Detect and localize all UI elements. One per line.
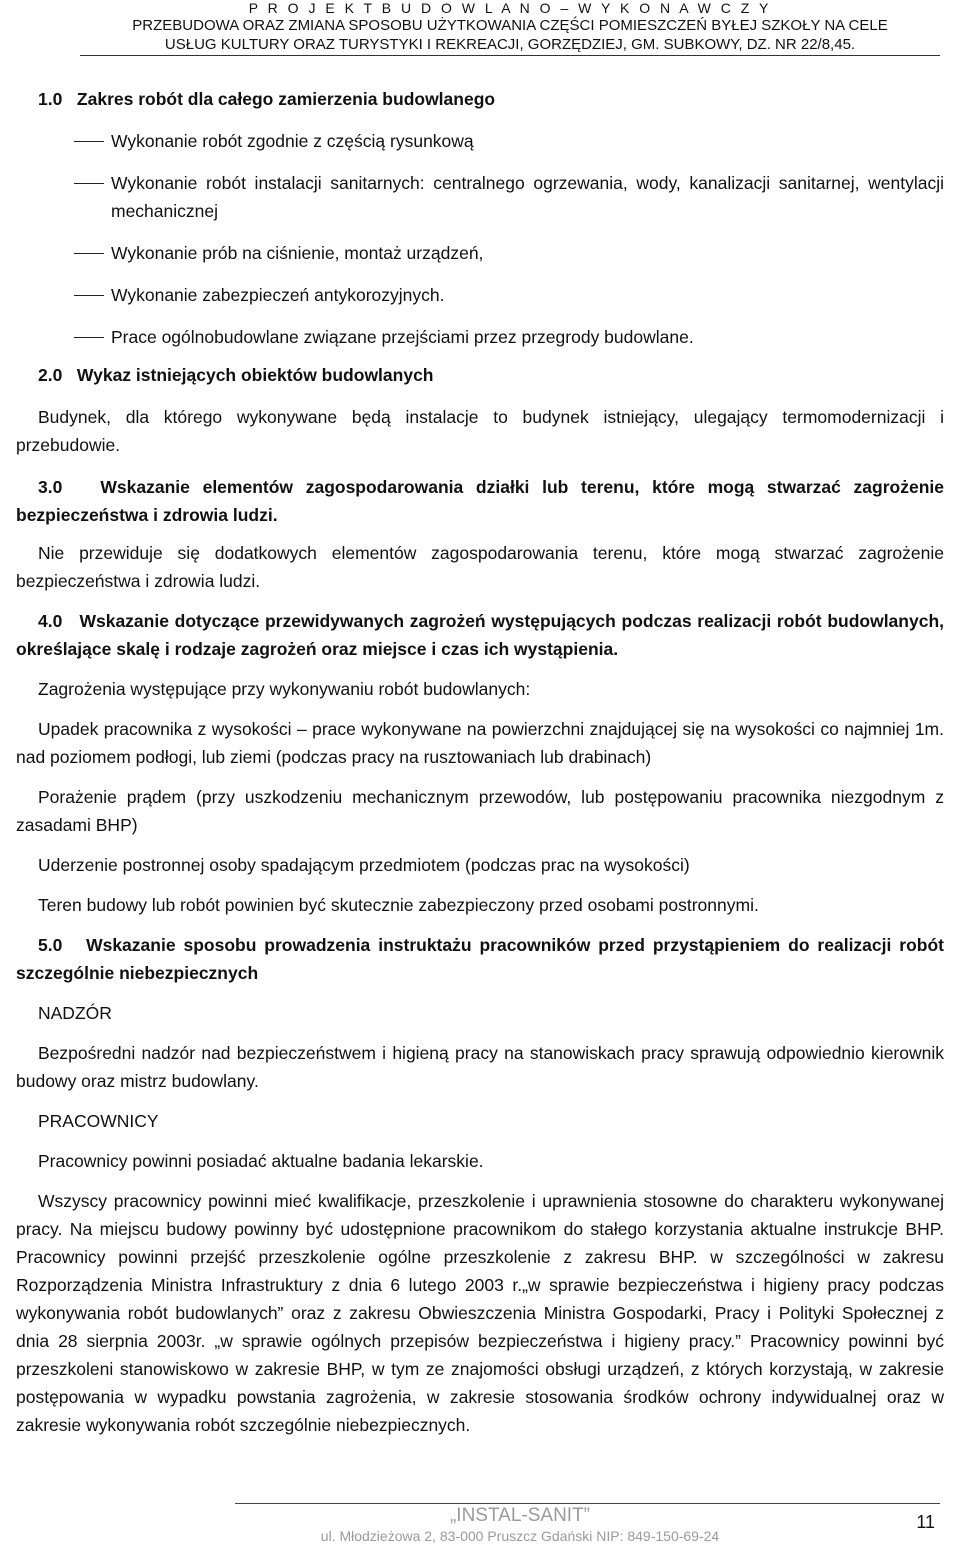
list-item (16, 281, 944, 309)
section-number: 4.0 (38, 611, 63, 631)
site-security-note: Teren budowy lub robót powinien być skutecznie zabezpieczony przed osobami postronnymi. (38, 895, 759, 915)
subheading-pracownicy: PRACOWNICY (38, 1111, 159, 1131)
dash-bullet-icon (74, 295, 104, 296)
list-item-text: Wykonanie zabezpieczeń antykorozyjnych. (111, 285, 445, 305)
footer-divider (235, 1503, 940, 1504)
hazard-fall: Upadek pracownika z wysokości – prace wykonywane na powierzchni znajdującej się na wysokości co najmniej 1m. nad poziomem podłogi, lub ziemi (podczas pracy na rusztowaniach lub drabinach) (16, 719, 944, 767)
hazard-falling-object: Uderzenie postronnej osoby spadającym przedmiotem (podczas prac na wysokości) (38, 855, 690, 875)
list-item-text: Wykonanie prób na ciśnienie, montaż urządzeń, (111, 243, 484, 263)
document-body (16, 85, 944, 1439)
section-title: Wykaz istniejących obiektów budowlanych (76, 365, 434, 385)
list-item-text: Wykonanie robót instalacji sanitarnych: centralnego ogrzewania, wody, kanalizacji sanitarnej, wentylacji mechanicznej (111, 173, 944, 221)
section-number: 1.0 (38, 89, 63, 109)
section-number: 2.0 (38, 365, 63, 385)
header-title-line1: PRZEBUDOWA ORAZ ZMIANA SPOSOBU UŻYTKOWANIA CZĘŚCI POMIESZCZEŃ BYŁEJ SZKOŁY NA CELE (132, 17, 888, 34)
list-item-text: Wykonanie robót zgodnie z częścią rysunkową (111, 131, 474, 151)
header-title-line2: USŁUG KULTURY ORAZ TURYSTYKI I REKREACJI, GORZĘDZIEJ, GM. SUBKOWY, DZ. NR 22/8,45. (164, 36, 856, 53)
section-1-heading (16, 85, 944, 113)
list-item (16, 127, 944, 155)
dash-bullet-icon (74, 141, 104, 142)
section-title: Wskazanie elementów zagospodarowania działki lub terenu, które mogą stwarzać zagrożenie bezpieczeństwa i zdrowia ludzi. (16, 477, 944, 525)
page-footer (240, 1505, 800, 1545)
section-title: Zakres robót dla całego zamierzenia budowlanego (76, 89, 496, 109)
section-number: 5.0 (38, 935, 63, 955)
section-title: Wskazanie dotyczące przewidywanych zagrożeń występujących podczas realizacji robót budowlanych, określające skalę i rodzaje zagrożeń oraz miejsce i czas ich wystąpienia. (16, 611, 945, 659)
section-3-heading (16, 473, 944, 529)
list-item-text: Prace ogólnobudowlane związane przejściami przez przegrody budowlane. (111, 327, 694, 347)
list-item (16, 169, 944, 225)
supervision-paragraph: Bezpośredni nadzór nad bezpieczeństwem i higieną pracy na stanowiskach pracy sprawują odpowiednio kierownik budowy oraz mistrz budowlany. (16, 1043, 944, 1091)
dash-bullet-icon (74, 253, 104, 254)
dash-bullet-icon (74, 183, 104, 184)
project-label: P R O J E K T B U D O W L A N O – W Y K O N A W C Z Y (248, 0, 772, 16)
section-4-intro: Zagrożenia występujące przy wykonywaniu robót budowlanych: (38, 679, 531, 699)
section-title: Wskazanie sposobu prowadzenia instruktażu pracowników przed przystąpieniem do realizacji robót szczególnie niebezpiecznych (16, 935, 944, 983)
dash-bullet-icon (74, 337, 104, 338)
section-number: 3.0 (38, 477, 63, 497)
section-4-heading (16, 607, 944, 663)
section-3-paragraph: Nie przewiduje się dodatkowych elementów zagospodarowania terenu, które mogą stwarzać zagrożenie bezpieczeństwa i zdrowia ludzi. (16, 543, 944, 591)
footer-company: „INSTAL-SANIT” (449, 1505, 591, 1526)
medical-exams-paragraph: Pracownicy powinni posiadać aktualne badania lekarskie. (38, 1151, 484, 1171)
subheading-nadzor: NADZÓR (38, 1003, 112, 1023)
section-2-heading (16, 361, 944, 389)
footer-address: ul. Młodzieżowa 2, 83-000 Pruszcz Gdański NIP: 849-150-69-24 (320, 1528, 720, 1544)
list-item (16, 239, 944, 267)
page-number: 11 (916, 1512, 935, 1532)
section-2-paragraph: Budynek, dla którego wykonywane będą instalacje to budynek istniejący, ulegający termomodernizacji i przebudowie. (16, 407, 944, 455)
page-header (90, 0, 930, 54)
header-divider (80, 55, 940, 56)
section-5-heading (16, 931, 944, 987)
training-paragraph: Wszyscy pracownicy powinni mieć kwalifikacje, przeszkolenie i uprawnienia stosowne do charakteru wykonywanej pracy. Na miejscu budowy powinny być udostępnione pracownikom do stałego korzystania aktualne instrukcje BHP. Pracownicy powinni przejść przeszkolenie ogólne przeszkolenie z zakresu BHP. w szczególności w zakresu Rozporządzenia Ministra Infrastruktury z dnia 6 lutego 2003 r.„w sprawie bezpieczeństwa i higieny pracy podczas wykonywania robót budowlanych” oraz z zakresu Obwieszczenia Ministra Gospodarki, Pracy i Polityki Społecznej z dnia 28 sierpnia 2003r. „w sprawie ogólnych przepisów bezpieczeństwa i higieny pracy.” Pracownicy powinni być przeszkoleni stanowiskowo w zakresie BHP, w tym ze znajomości obsługi urządzeń, z których korzystają, w zakresie postępowania w wypadku powstania zagrożenia, w zakresie stosowania środków ochrony indywidualnej oraz w zakresie wykonywania robót szczególnie niebezpiecznych. (16, 1191, 944, 1435)
hazard-electric: Porażenie prądem (przy uszkodzeniu mechanicznym przewodów, lub postępowaniu pracownika niezgodnym z zasadami BHP) (16, 787, 944, 835)
list-item (16, 323, 944, 351)
